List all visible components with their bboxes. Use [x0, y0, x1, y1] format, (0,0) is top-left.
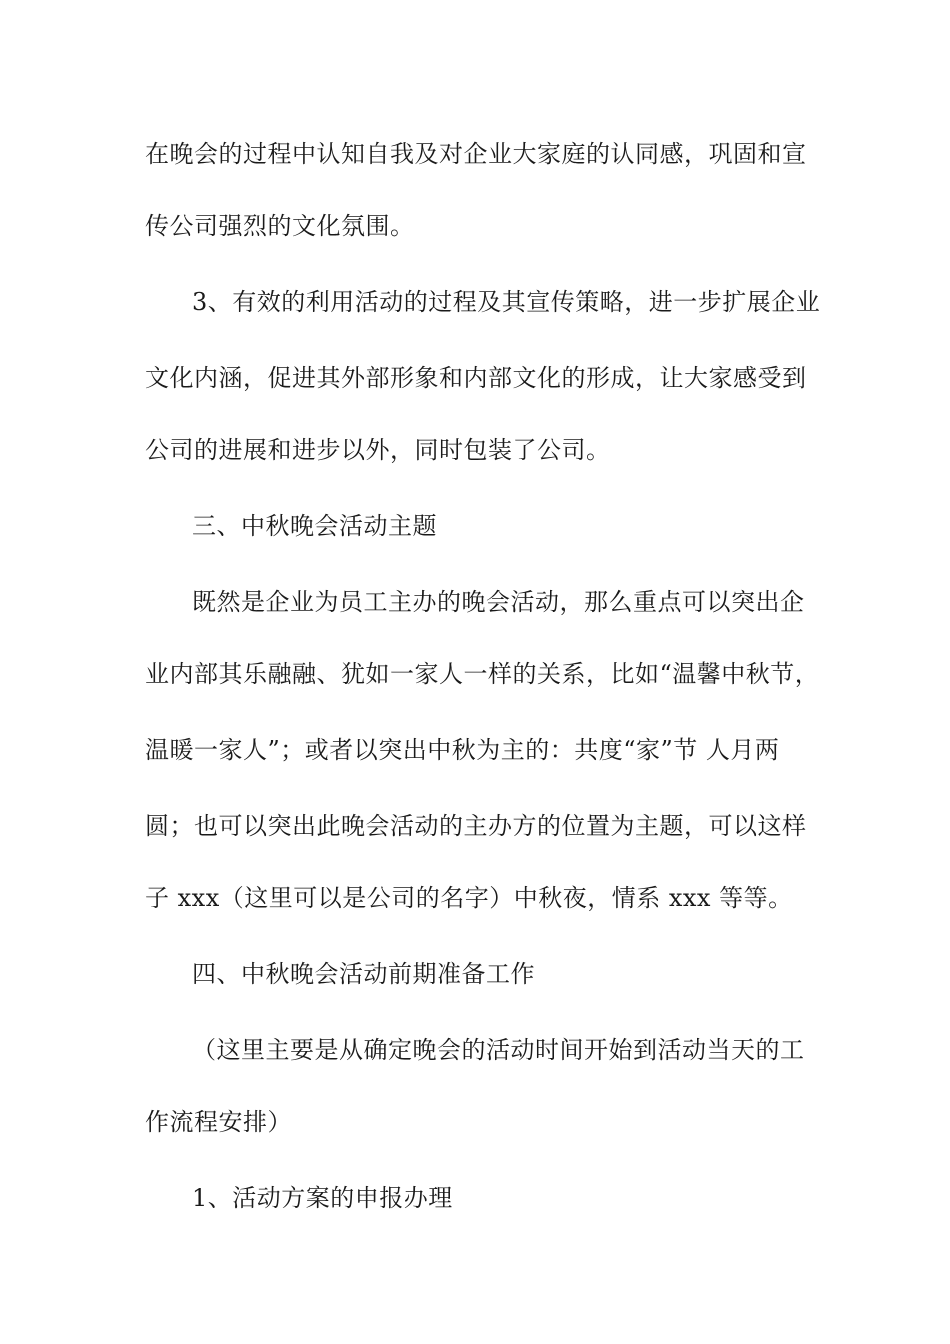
paragraph-line: 作流程安排） — [145, 1108, 292, 1136]
section-heading-4: 四、中秋晚会活动前期准备工作 — [192, 960, 535, 988]
paragraph-line: 子 xxx（这里可以是公司的名字）中秋夜，情系 xxx 等等。 — [145, 884, 793, 912]
paragraph-line: 既然是企业为员工主办的晚会活动，那么重点可以突出企 — [192, 588, 805, 616]
list-item-1: 1、活动方案的申报办理 — [192, 1184, 453, 1212]
list-item-3: 3、有效的利用活动的过程及其宣传策略，进一步扩展企业 — [192, 288, 821, 316]
paragraph-line: 文化内涵，促进其外部形象和内部文化的形成，让大家感受到 — [145, 364, 807, 392]
section-heading-3: 三、中秋晚会活动主题 — [192, 512, 437, 540]
paragraph-line: 公司的进展和进步以外，同时包装了公司。 — [145, 436, 611, 464]
paragraph-line: 在晚会的过程中认知自我及对企业大家庭的认同感，巩固和宣 — [145, 140, 807, 168]
paragraph-line: 圆；也可以突出此晚会活动的主办方的位置为主题，可以这样 — [145, 812, 807, 840]
paragraph-line: 传公司强烈的文化氛围。 — [145, 212, 415, 240]
paragraph-line: 温暖一家人”；或者以突出中秋为主的：共度“家”节 人月两 — [145, 736, 780, 764]
paragraph-line: 业内部其乐融融、犹如一家人一样的关系，比如“温馨中秋节， — [145, 660, 820, 688]
paragraph-line: （这里主要是从确定晚会的活动时间开始到活动当天的工 — [192, 1036, 805, 1064]
